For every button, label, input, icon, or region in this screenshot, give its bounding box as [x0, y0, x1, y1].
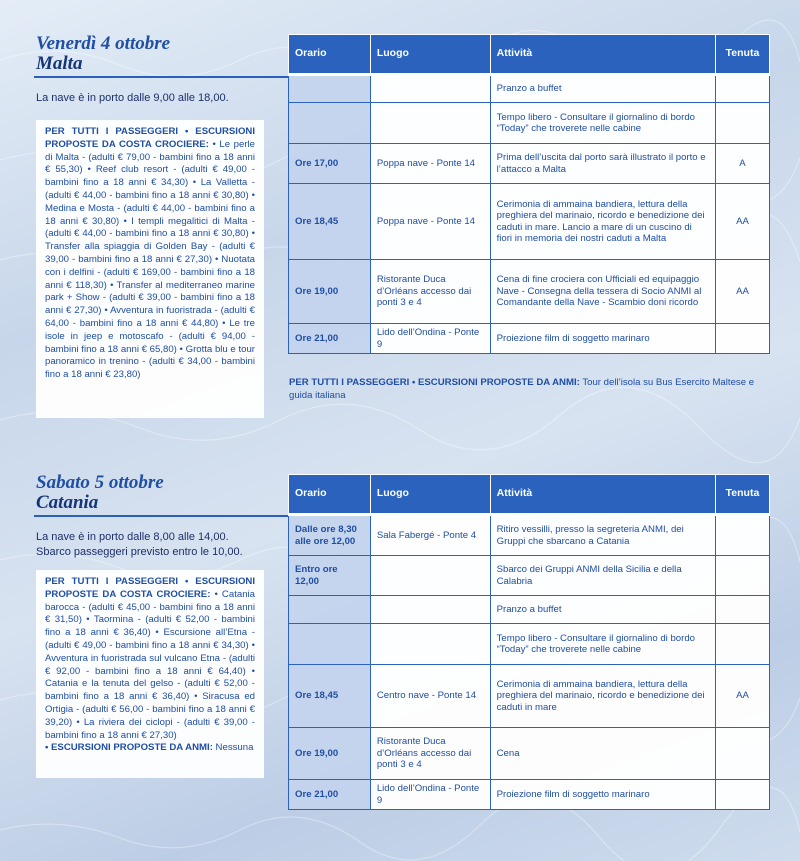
- cell-place: Lido dell’Ondina - Ponte 9: [370, 324, 490, 354]
- table-row: [289, 556, 770, 596]
- cell-place: [370, 556, 490, 596]
- cell-activity: Pranzo a buffet: [490, 75, 715, 103]
- header-luogo: Luogo: [370, 35, 490, 75]
- table-row: [289, 624, 770, 665]
- table-row: [289, 728, 770, 780]
- cell-time: Ore 17,00: [289, 144, 371, 184]
- cell-dress: [716, 75, 770, 103]
- table-header-row: [289, 475, 770, 515]
- title-divider: [34, 515, 288, 517]
- cell-time: Ore 21,00: [289, 780, 371, 810]
- excursions-text: • Catania barocca - (adulti € 45,00 - bambini fino a 18 anni € 31,50) • Taormina - (adulti € 52,00 - bambini fino a 18 anni € 36,40) • Escursione all’Etna - (adulti € 49,00 - bambini fino a 18 anni € 34,30) • Avventura in fuoristrada sul vulcano Etna - (adulti € 92,00 - bambini fino a 18 anni € 64,40) • Catania e la tenuta del gelso - (adulti € 52,00 - bambini fino a 18 anni € 36,40) • Siracusa ed Ortigia - (adulti € 56,00 - bambini fino a 18 anni € 39,20) • La riviera dei ciclopi - (adulti € 39,00 - bambini fino a 18 anni € 27,30): [45, 588, 255, 741]
- table-row: [289, 665, 770, 728]
- excursions-text: • Le perle di Malta - (adulti € 79,00 - bambini fino a 18 anni € 55,30) • Reef club resort - (adulti € 49,00 - bambini fino a 18 anni € 34,30) • La Valletta - (adulti € 44,00 - bambini fino a 18 anni € 30,80) • Medina e Mosta - (adulti € 44,00 - bambini fino a 18 anni € 30,80) • I templi megalitici di Malta - (adulti € 44,00 - bambini fino a 18 anni € 30,80) • Transfer alla spiaggia di Golden Bay - (adulti € 39,00 - bambini fino a 18 anni € 27,30) • Nuotata con i delfini - (adulti € 169,00 - bambini fino a 18 anni € 118,30) • Transfer al mediterraneo marine park + Show - (adulti € 39,00 - bambini fino a 18 anni € 27,30) • Avventura in fuoristrada - (adulti € 64,00 - bambini fino a 18 anni € 44,80) • Le tre isole in jeep e motoscafo - (adulti € 94,00 - bambini fino a 18 anni € 65,80) • Grotta blu e tour panoramico in trenino - (adulti € 34,00 - bambini fino a 18 anni € 23,80): [45, 138, 256, 381]
- cell-place: [370, 103, 490, 144]
- anmi-excursion-note: [289, 376, 775, 402]
- header-orario: Orario: [289, 35, 371, 75]
- cell-dress: AA: [716, 665, 770, 728]
- header-orario: Orario: [289, 475, 371, 515]
- table-row: [289, 324, 770, 354]
- day-date: Sabato 5 ottobre: [36, 472, 164, 493]
- port-line: La nave è in porto dalle 8,00 alle 14,00.: [36, 531, 229, 543]
- cell-dress: [716, 515, 770, 556]
- note-heading: PER TUTTI I PASSEGGERI • ESCURSIONI PROPOSTE DA ANMI:: [289, 377, 580, 388]
- cell-dress: AA: [716, 260, 770, 324]
- cell-time: [289, 596, 371, 624]
- cell-time: [289, 103, 371, 144]
- cell-dress: [716, 556, 770, 596]
- day-title: [36, 34, 170, 74]
- schedule-table: [288, 474, 770, 810]
- header-attivita: Attività: [490, 475, 715, 515]
- excursions-box: [36, 570, 264, 778]
- cell-activity: Sbarco dei Gruppi ANMI della Sicilia e della Calabria: [490, 556, 715, 596]
- cell-time: [289, 624, 371, 665]
- cell-dress: [716, 324, 770, 354]
- anmi-text: Nessuna: [212, 742, 254, 754]
- table-row: [289, 103, 770, 144]
- excursions-heading: PER TUTTI I PASSEGGERI • ESCURSIONI PROPOSTE DA COSTA CROCIERE:: [45, 126, 255, 150]
- cell-place: [370, 75, 490, 103]
- anmi-heading: • ESCURSIONI PROPOSTE DA ANMI:: [45, 742, 213, 754]
- cell-place: Lido dell’Ondina - Ponte 9: [370, 780, 490, 810]
- excursions-box: [36, 120, 264, 418]
- cell-dress: AA: [716, 184, 770, 260]
- day-place: Malta: [36, 53, 83, 74]
- cell-time: Ore 19,00: [289, 728, 371, 780]
- table-row: [289, 184, 770, 260]
- port-line: Sbarco passeggeri previsto entro le 10,00.: [36, 546, 243, 558]
- cell-time: Ore 18,45: [289, 665, 371, 728]
- day-date: Venerdì 4 ottobre: [36, 33, 171, 54]
- port-line: La nave è in porto dalle 9,00 alle 18,00.: [36, 92, 229, 104]
- cell-activity: Cena di fine crociera con Ufficiali ed equipaggio Nave - Consegna della tessera di Socio ANMI al Comandante della Nave - Scambio doni ricordo: [490, 260, 715, 324]
- cell-activity: Cerimonia di ammaina bandiera, lettura della preghiera del marinaio, ricordo e benedizione dei caduti in mare: [490, 665, 715, 728]
- cell-place: Centro nave - Ponte 14: [370, 665, 490, 728]
- table-row: [289, 144, 770, 184]
- cell-activity: Cerimonia di ammaina bandiera, lettura della preghiera del marinaio, ricordo e benedizione dei caduti in mare. Lancio a mare di un cuscino di fiori in memoria dei nostri caduti a Malta: [490, 184, 715, 260]
- cell-activity: Tempo libero - Consultare il giornalino di bordo “Today” che troverete nelle cabine: [490, 103, 715, 144]
- table-row: [289, 780, 770, 810]
- cell-place: Poppa nave - Ponte 14: [370, 144, 490, 184]
- note-text: Tour dell’isola su Bus Esercito Maltese e guida italiana: [289, 377, 755, 401]
- port-hours: [36, 530, 243, 560]
- header-tenuta: Tenuta: [716, 475, 770, 515]
- cell-place: [370, 624, 490, 665]
- header-tenuta: Tenuta: [716, 35, 770, 75]
- cell-dress: [716, 596, 770, 624]
- title-divider: [34, 76, 288, 78]
- cell-place: Sala Fabergé - Ponte 4: [370, 515, 490, 556]
- cell-place: Poppa nave - Ponte 14: [370, 184, 490, 260]
- cell-activity: Proiezione film di soggetto marinaro: [490, 780, 715, 810]
- cell-dress: [716, 103, 770, 144]
- cell-activity: Prima dell’uscita dal porto sarà illustrato il porto e l’attacco a Malta: [490, 144, 715, 184]
- table-row: [289, 260, 770, 324]
- cell-activity: Ritiro vessilli, presso la segreteria ANMI, dei Gruppi che sbarcano a Catania: [490, 515, 715, 556]
- port-hours: [36, 91, 229, 106]
- cell-time: Ore 21,00: [289, 324, 371, 354]
- header-luogo: Luogo: [370, 475, 490, 515]
- cell-place: [370, 596, 490, 624]
- cell-activity: Tempo libero - Consultare il giornalino di bordo “Today” che troverete nelle cabine: [490, 624, 715, 665]
- cell-activity: Pranzo a buffet: [490, 596, 715, 624]
- cell-dress: A: [716, 144, 770, 184]
- cell-activity: Cena: [490, 728, 715, 780]
- cell-place: Ristorante Duca d’Orléans accesso dai ponti 3 e 4: [370, 728, 490, 780]
- header-attivita: Attività: [490, 35, 715, 75]
- table-row: [289, 75, 770, 103]
- cell-time: [289, 75, 371, 103]
- schedule-table: [288, 34, 770, 354]
- cell-time: Dalle ore 8,30 alle ore 12,00: [289, 515, 371, 556]
- cell-time: Ore 18,45: [289, 184, 371, 260]
- table-row: [289, 596, 770, 624]
- table-header-row: [289, 35, 770, 75]
- cell-place: Ristorante Duca d’Orléans accesso dai ponti 3 e 4: [370, 260, 490, 324]
- cell-dress: [716, 728, 770, 780]
- cell-time: Ore 19,00: [289, 260, 371, 324]
- cell-time: Entro ore 12,00: [289, 556, 371, 596]
- cell-activity: Proiezione film di soggetto marinaro: [490, 324, 715, 354]
- excursions-heading: PER TUTTI I PASSEGGERI • ESCURSIONI PROPOSTE DA COSTA CROCIERE:: [45, 576, 255, 600]
- cell-dress: [716, 780, 770, 810]
- day-title: [36, 473, 164, 513]
- day-place: Catania: [36, 492, 99, 513]
- table-row: [289, 515, 770, 556]
- cell-dress: [716, 624, 770, 665]
